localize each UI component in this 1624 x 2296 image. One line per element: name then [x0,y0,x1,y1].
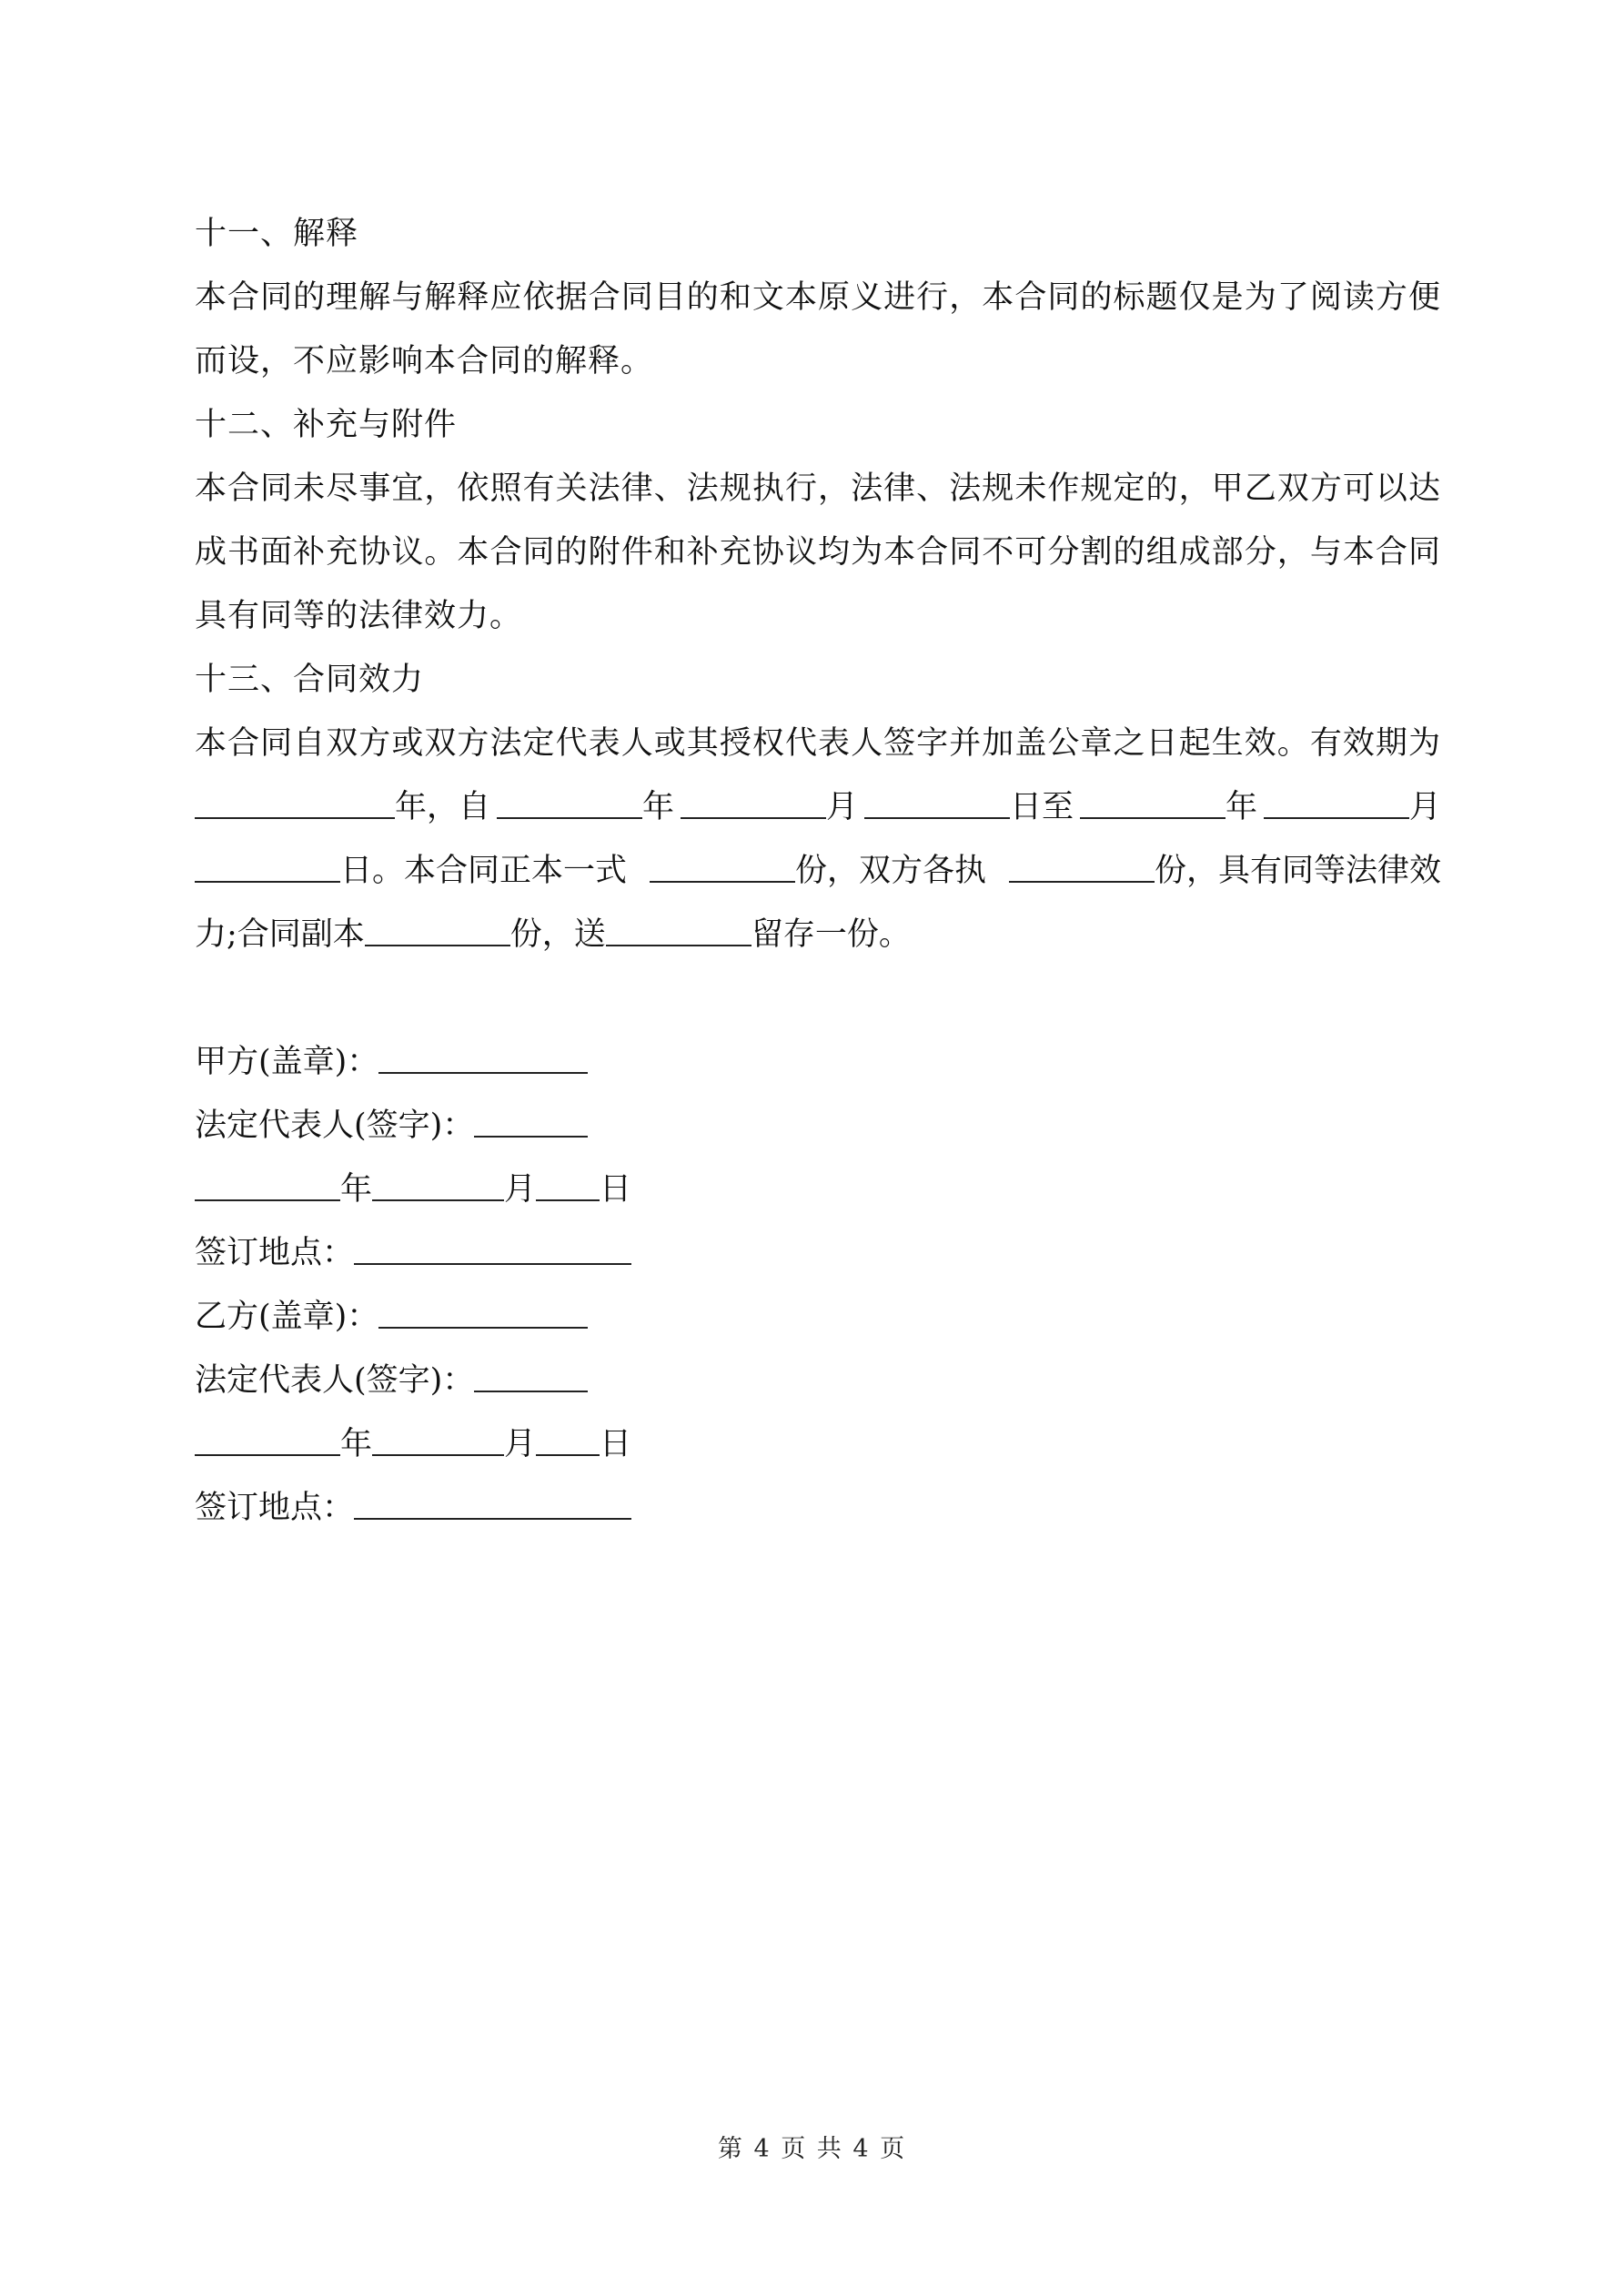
date-a-day-label: 日 [600,1171,632,1208]
original-copies-blank[interactable] [650,850,795,883]
legal-rep-a-blank[interactable] [474,1105,588,1138]
date-b-month-blank[interactable] [372,1423,504,1456]
end-day-blank[interactable] [195,850,340,883]
text-year-from: 年，自 [395,789,491,825]
original-copies-group [650,839,986,903]
text-month: 月 [825,789,858,825]
end-month-blank[interactable] [1264,786,1409,819]
term-years-blank[interactable] [195,786,395,819]
section-12-line-3: 具有同等的法律效力。 [195,598,523,634]
date-a-row [195,1158,1441,1221]
legal-rep-b-blank[interactable] [474,1360,588,1392]
legal-rep-b-row [195,1349,1441,1412]
text-year: 年 [641,789,674,825]
start-year-group [497,775,674,839]
place-a-label: 签订地点： [195,1235,355,1271]
place-b-row [195,1476,1441,1540]
date-a-year-blank[interactable] [195,1168,340,1201]
section-12-line-2: 成书面补充协议。本合同的附件和补充协议均为本合同不可分割的组成部分，与本合同 [195,534,1441,571]
start-day-group [864,775,1074,839]
date-a-year-label: 年 [340,1171,373,1208]
party-b-seal-row [195,1285,1441,1349]
signature-block [195,1030,1441,1540]
date-a-month-blank[interactable] [372,1168,504,1201]
date-b-month-label: 月 [504,1426,537,1462]
start-day-blank[interactable] [864,786,1010,819]
text-copies-each: 份，双方各执 [794,853,986,889]
party-a-seal-row [195,1030,1441,1094]
legal-rep-a-label: 法定代表人(签字)： [195,1108,475,1144]
date-b-row [195,1412,1441,1476]
date-b-year-label: 年 [340,1426,373,1462]
text-day-to: 日至 [1009,789,1074,825]
legal-rep-a-row [195,1094,1441,1158]
party-a-seal-blank[interactable] [378,1041,588,1074]
text-year-end: 年 [1225,789,1257,825]
section-heading-interpretation: 十一、解释 [195,216,359,252]
place-b-label: 签订地点： [195,1490,355,1526]
text-copies-legal: 份，具有同等法律效 [1154,853,1441,889]
text-send: 份，送 [509,916,606,953]
text-retain: 留存一份。 [751,916,911,953]
text-day-originals: 日。本合同正本一式 [340,853,628,889]
end-year-group [1080,775,1257,839]
section-11-line-2: 而设，不应影响本合同的解释。 [195,343,654,379]
send-to-blank[interactable] [606,914,751,946]
end-month-group [1264,775,1441,839]
section-13-line-1: 本合同自双方或双方法定代表人或其授权代表人签字并加盖公章之日起生效。有效期为 [195,725,1441,762]
section-heading-supplements: 十二、补充与附件 [195,407,458,443]
duplicate-copies-blank[interactable] [365,914,510,946]
section-12-line-1: 本合同未尽事宜，依照有关法律、法规执行，法律、法规未作规定的，甲乙双方可以达 [195,470,1441,507]
party-b-label: 乙方(盖章)： [195,1299,379,1335]
start-month-group [681,775,858,839]
date-b-day-label: 日 [600,1426,632,1462]
section-heading-validity: 十三、合同效力 [195,662,425,698]
section-13-line-3 [195,839,1441,903]
start-year-blank[interactable] [497,786,642,819]
section-13-line-4 [195,903,1441,966]
spacer [195,966,1441,1030]
date-b-year-blank[interactable] [195,1423,340,1456]
start-month-blank[interactable] [681,786,826,819]
each-copies-group [1009,839,1441,903]
place-a-blank[interactable] [354,1232,631,1265]
term-years-group [195,775,490,839]
place-b-blank[interactable] [354,1487,631,1520]
text-duplicate: 力;合同副本 [195,916,365,953]
text-month-end: 月 [1408,789,1441,825]
party-a-label: 甲方(盖章)： [195,1044,379,1080]
date-a-month-label: 月 [504,1171,537,1208]
date-b-day-blank[interactable] [536,1423,600,1456]
place-a-row [195,1221,1441,1285]
legal-rep-b-label: 法定代表人(签字)： [195,1362,475,1399]
section-13-line-2 [195,775,1441,839]
end-day-group [195,839,627,903]
document-body [195,202,1441,1540]
party-b-seal-blank[interactable] [378,1296,588,1329]
each-copies-blank[interactable] [1009,850,1155,883]
page-number: 第 4 页 共 4 页 [717,2135,907,2163]
end-year-blank[interactable] [1080,786,1226,819]
section-11-line-1: 本合同的理解与解释应依据合同目的和文本原义进行，本合同的标题仅是为了阅读方便 [195,279,1441,316]
date-a-day-blank[interactable] [536,1168,600,1201]
